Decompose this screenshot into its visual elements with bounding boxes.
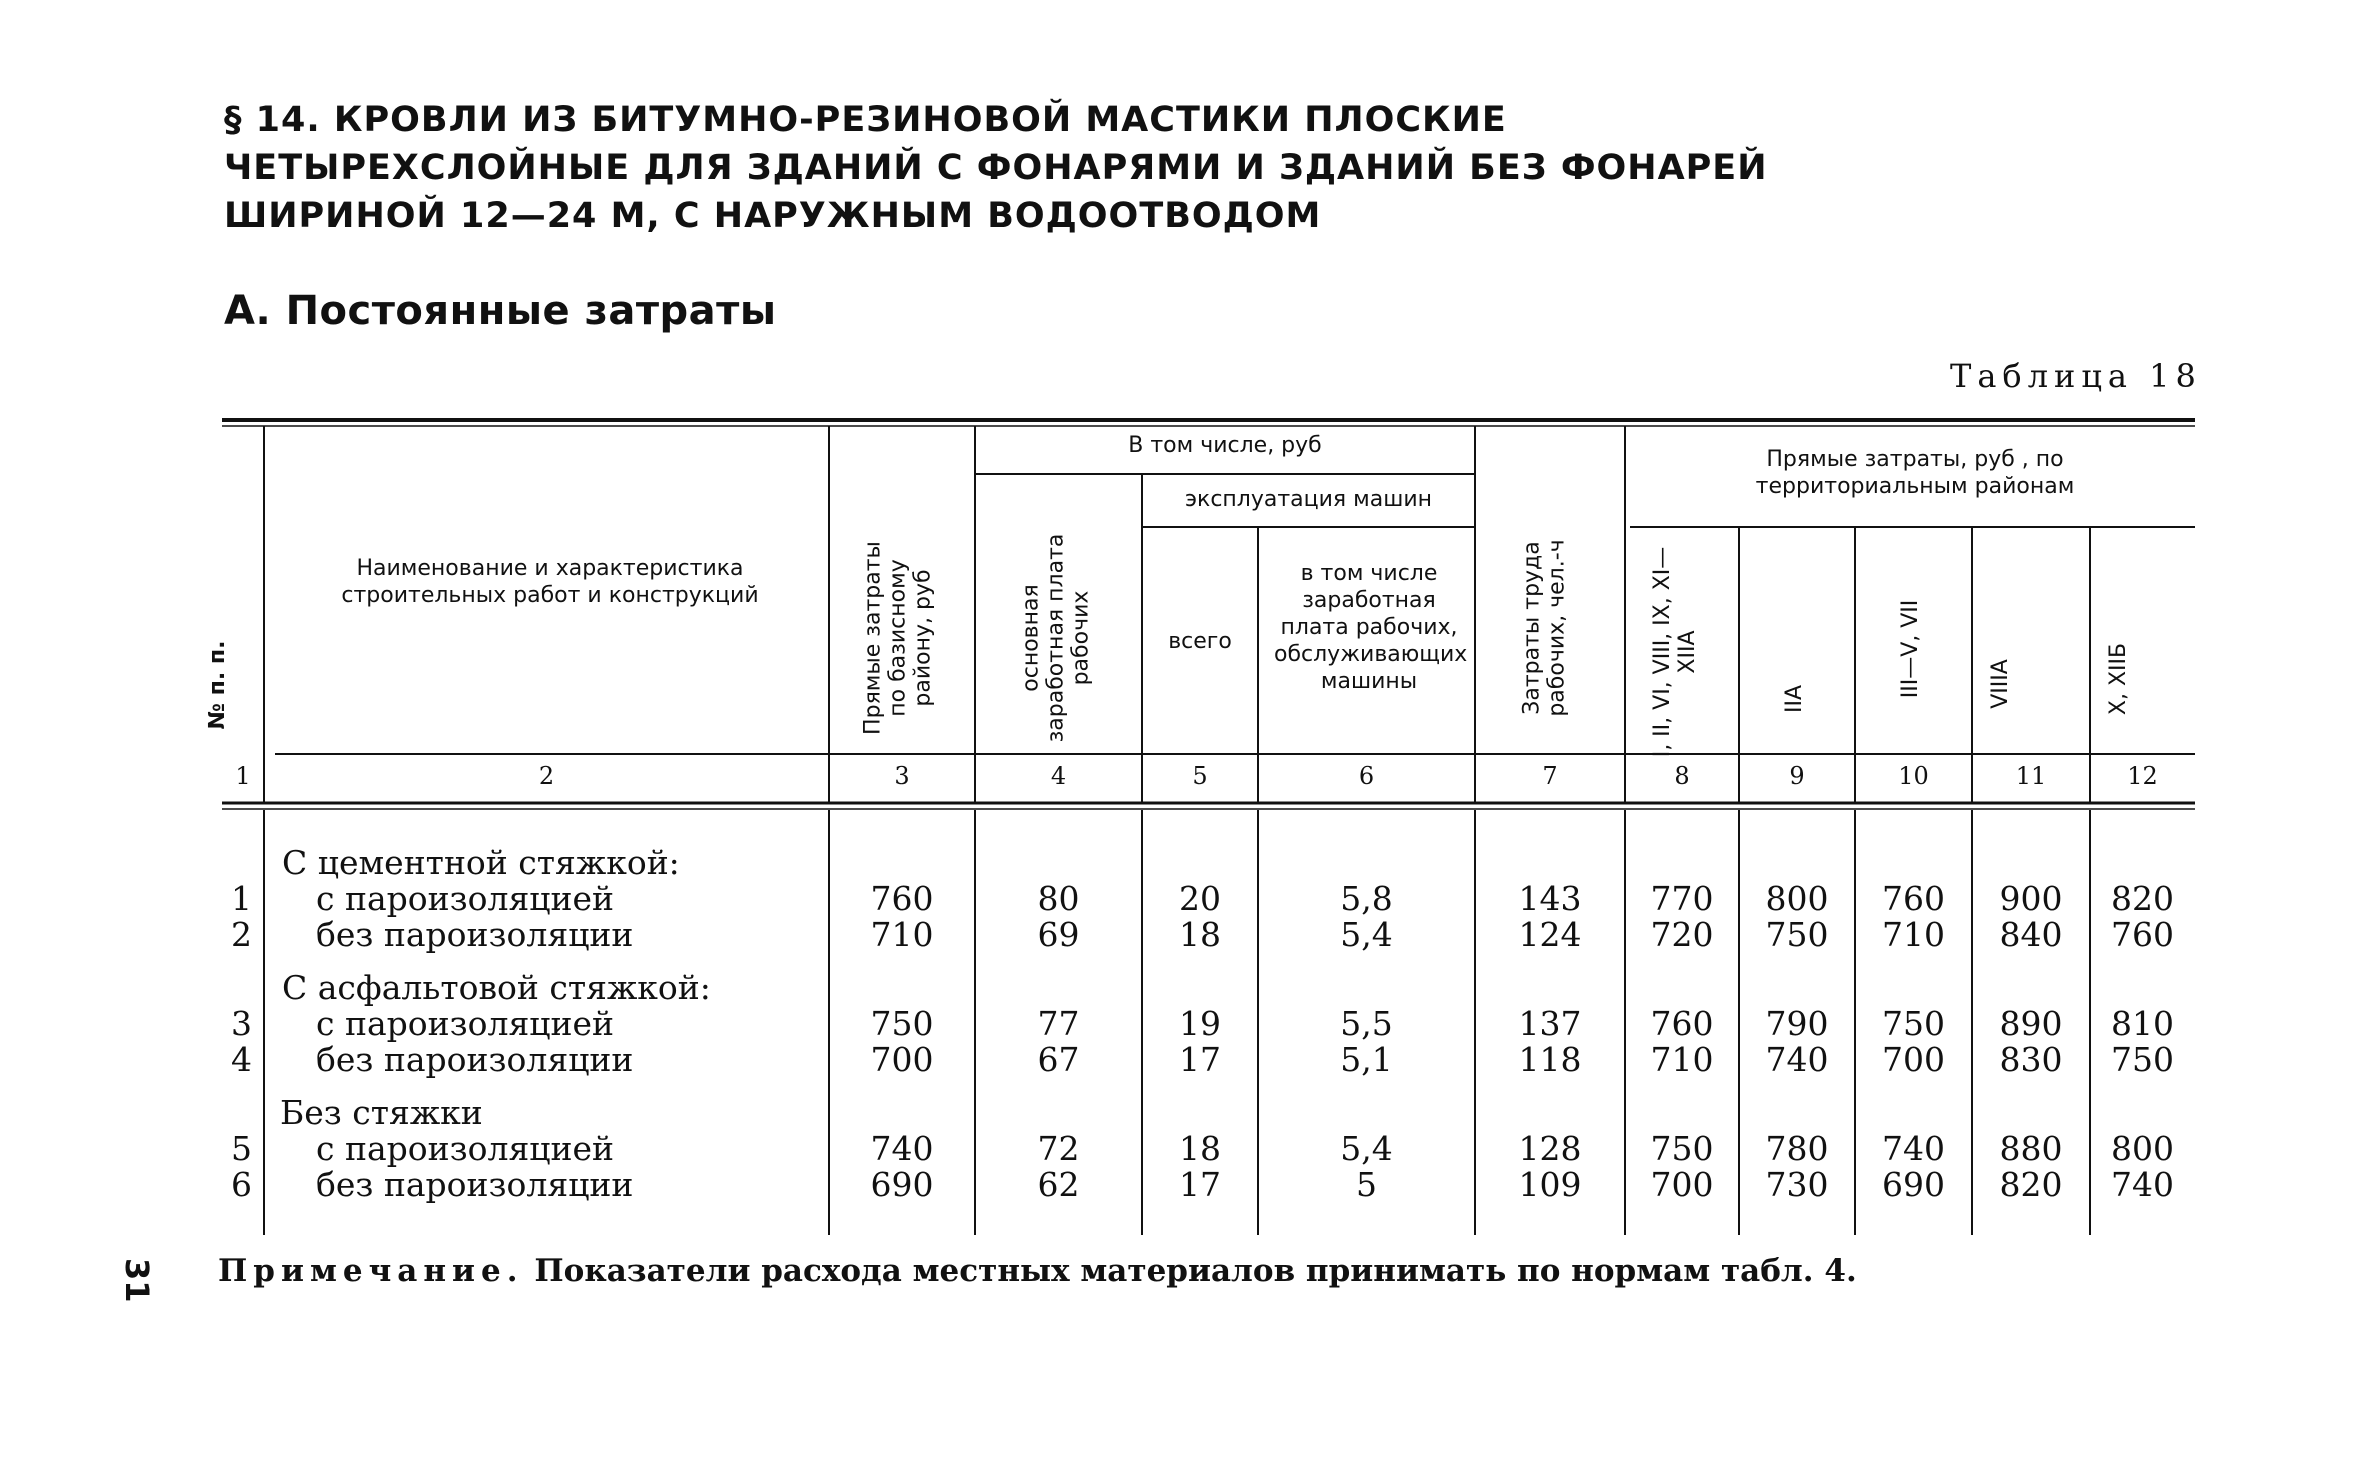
header-col-7-text: Затраты труда рабочих, чел.-ч bbox=[1519, 539, 1570, 717]
cell-direct-cost: 700 bbox=[870, 1040, 934, 1079]
cell-direct-cost: 740 bbox=[870, 1129, 934, 1168]
column-number: 8 bbox=[1674, 762, 1690, 790]
header-col-7 bbox=[1520, 516, 1580, 741]
cell-region-11: 840 bbox=[1999, 915, 2063, 954]
cell-region-8: 710 bbox=[1650, 1040, 1714, 1079]
cell-machines-total: 17 bbox=[1179, 1040, 1221, 1079]
cell-region-12: 800 bbox=[2111, 1129, 2174, 1168]
footnote-text: Показатели расхода местных материалов принимать по нормам табл. 4. bbox=[534, 1253, 1857, 1289]
column-number: 2 bbox=[538, 762, 555, 790]
cell-region-8: 760 bbox=[1650, 1004, 1714, 1043]
row-number: 1 bbox=[231, 879, 252, 918]
footnote bbox=[218, 1253, 1857, 1289]
header-col-4-text: основная заработная плата рабочих bbox=[1018, 533, 1094, 743]
cell-region-8: 700 bbox=[1650, 1165, 1714, 1204]
cell-wages: 69 bbox=[1037, 915, 1080, 954]
row-number: 2 bbox=[231, 915, 252, 954]
cell-labor: 128 bbox=[1518, 1129, 1582, 1168]
cell-region-11: 820 bbox=[1999, 1165, 2063, 1204]
cell-machines-total: 20 bbox=[1179, 879, 1221, 918]
cell-region-10: 690 bbox=[1882, 1165, 1945, 1204]
cell-machines-wages: 5 bbox=[1356, 1165, 1377, 1204]
row-number: 4 bbox=[231, 1040, 252, 1079]
section-heading bbox=[224, 96, 2124, 240]
cell-region-9: 750 bbox=[1765, 915, 1829, 954]
cell-region-9: 780 bbox=[1765, 1129, 1829, 1168]
row-number: 6 bbox=[231, 1165, 252, 1204]
cell-wages: 62 bbox=[1037, 1165, 1080, 1204]
row-number: 5 bbox=[231, 1129, 252, 1168]
group-title: Без стяжки bbox=[280, 1093, 483, 1132]
footnote-label: Примечание. bbox=[218, 1253, 524, 1289]
cell-region-8: 750 bbox=[1650, 1129, 1714, 1168]
cell-wages: 67 bbox=[1037, 1040, 1080, 1079]
header-col-12: X, XIIБ bbox=[2106, 642, 2131, 716]
cell-direct-cost: 760 bbox=[870, 879, 934, 918]
cell-region-12: 810 bbox=[2111, 1004, 2174, 1043]
cell-region-10: 740 bbox=[1882, 1129, 1945, 1168]
cell-region-11: 890 bbox=[1999, 1004, 2063, 1043]
header-col-5: всего bbox=[1168, 629, 1232, 654]
cell-region-11: 830 bbox=[1999, 1040, 2063, 1079]
row-name: без пароизоляции bbox=[316, 915, 634, 954]
cell-region-8: 770 bbox=[1650, 879, 1714, 918]
cell-labor: 137 bbox=[1518, 1004, 1582, 1043]
cell-region-10: 710 bbox=[1882, 915, 1945, 954]
header-col-3 bbox=[861, 526, 941, 751]
column-number: 6 bbox=[1358, 762, 1375, 790]
row-number: 3 bbox=[231, 1004, 252, 1043]
cell-region-9: 800 bbox=[1765, 879, 1829, 918]
column-number: 4 bbox=[1050, 762, 1067, 790]
cell-region-11: 900 bbox=[1999, 879, 2063, 918]
group-title: С цементной стяжкой: bbox=[282, 843, 680, 882]
header-col-1: № п. п. bbox=[205, 640, 230, 730]
cell-region-12: 750 bbox=[2111, 1040, 2174, 1079]
cell-labor: 118 bbox=[1518, 1040, 1582, 1079]
header-col-8-text: I, II, VI, VIII, IX, XI—XIIА bbox=[1650, 546, 1700, 758]
header-col-3-text: Прямые затраты по базисному району, руб bbox=[860, 541, 936, 735]
cell-wages: 80 bbox=[1037, 879, 1080, 918]
column-number: 12 bbox=[2127, 762, 2158, 790]
cell-region-9: 790 bbox=[1765, 1004, 1829, 1043]
column-number: 9 bbox=[1789, 762, 1805, 790]
cell-machines-wages: 5,5 bbox=[1340, 1004, 1393, 1043]
cell-region-10: 700 bbox=[1882, 1040, 1945, 1079]
header-col-2: Наименование и характеристика строительных работ и конструкций bbox=[341, 556, 759, 608]
row-name: без пароизоляции bbox=[316, 1040, 634, 1079]
cell-machines-total: 19 bbox=[1179, 1004, 1221, 1043]
cell-region-12: 740 bbox=[2111, 1165, 2174, 1204]
header-col-11: VIIIА bbox=[1988, 659, 2013, 709]
cell-region-11: 880 bbox=[1999, 1129, 2063, 1168]
cell-region-10: 760 bbox=[1882, 879, 1945, 918]
row-name: с пароизоляцией bbox=[316, 879, 615, 918]
header-group-machines: эксплуатация машин bbox=[1184, 487, 1433, 512]
column-number: 3 bbox=[894, 762, 910, 790]
row-name: с пароизоляцией bbox=[316, 1004, 615, 1043]
section-title: А. Постоянные затраты bbox=[224, 288, 777, 334]
cell-machines-total: 18 bbox=[1179, 915, 1221, 954]
page-number: 31 bbox=[118, 1258, 156, 1303]
cell-region-8: 720 bbox=[1650, 915, 1714, 954]
cell-labor: 124 bbox=[1518, 915, 1582, 954]
heading-line-3: ШИРИНОЙ 12—24 М, С НАРУЖНЫМ ВОДООТВОДОМ bbox=[224, 196, 1322, 236]
cell-machines-wages: 5,8 bbox=[1340, 879, 1393, 918]
table-label: Таблица 18 bbox=[1950, 357, 2202, 395]
header-col-4 bbox=[1019, 526, 1099, 751]
cell-region-10: 750 bbox=[1882, 1004, 1945, 1043]
cell-machines-wages: 5,4 bbox=[1340, 915, 1393, 954]
cell-wages: 77 bbox=[1037, 1004, 1080, 1043]
column-number: 7 bbox=[1542, 762, 1558, 790]
cell-direct-cost: 750 bbox=[870, 1004, 934, 1043]
row-name: без пароизоляции bbox=[316, 1165, 634, 1204]
cell-direct-cost: 710 bbox=[870, 915, 934, 954]
header-col-8 bbox=[1650, 542, 1710, 762]
header-group-incl: В том числе, руб bbox=[1128, 433, 1322, 458]
header-col-6: в том числе заработная плата рабочих, обслуживающих машины bbox=[1274, 561, 1468, 694]
cell-machines-total: 17 bbox=[1179, 1165, 1221, 1204]
header-group-regions: Прямые затраты, руб , по территориальным районам bbox=[1755, 447, 2075, 499]
column-number: 10 bbox=[1898, 762, 1929, 790]
cell-labor: 143 bbox=[1518, 879, 1582, 918]
cell-region-9: 730 bbox=[1765, 1165, 1829, 1204]
cell-direct-cost: 690 bbox=[870, 1165, 934, 1204]
group-title: С асфальтовой стяжкой: bbox=[282, 968, 711, 1007]
header-col-10: III—V, VII bbox=[1898, 599, 1923, 699]
row-name: с пароизоляцией bbox=[316, 1129, 615, 1168]
heading-line-2: ЧЕТЫРЕХСЛОЙНЫЕ ДЛЯ ЗДАНИЙ С ФОНАРЯМИ И ЗДАНИЙ БЕЗ ФОНАРЕЙ bbox=[224, 148, 1768, 188]
cell-region-12: 760 bbox=[2111, 915, 2174, 954]
column-number: 11 bbox=[2015, 762, 2047, 790]
heading-line-1: § 14. КРОВЛИ ИЗ БИТУМНО-РЕЗИНОВОЙ МАСТИКИ ПЛОСКИЕ bbox=[224, 100, 1507, 140]
column-number: 1 bbox=[235, 762, 251, 790]
cell-machines-wages: 5,1 bbox=[1340, 1040, 1393, 1079]
column-number: 5 bbox=[1192, 762, 1208, 790]
cell-region-9: 740 bbox=[1765, 1040, 1829, 1079]
cell-wages: 72 bbox=[1037, 1129, 1080, 1168]
header-col-9: IIА bbox=[1782, 684, 1807, 714]
cell-region-12: 820 bbox=[2111, 879, 2174, 918]
cell-labor: 109 bbox=[1518, 1165, 1582, 1204]
cell-machines-wages: 5,4 bbox=[1340, 1129, 1393, 1168]
cell-machines-total: 18 bbox=[1179, 1129, 1221, 1168]
